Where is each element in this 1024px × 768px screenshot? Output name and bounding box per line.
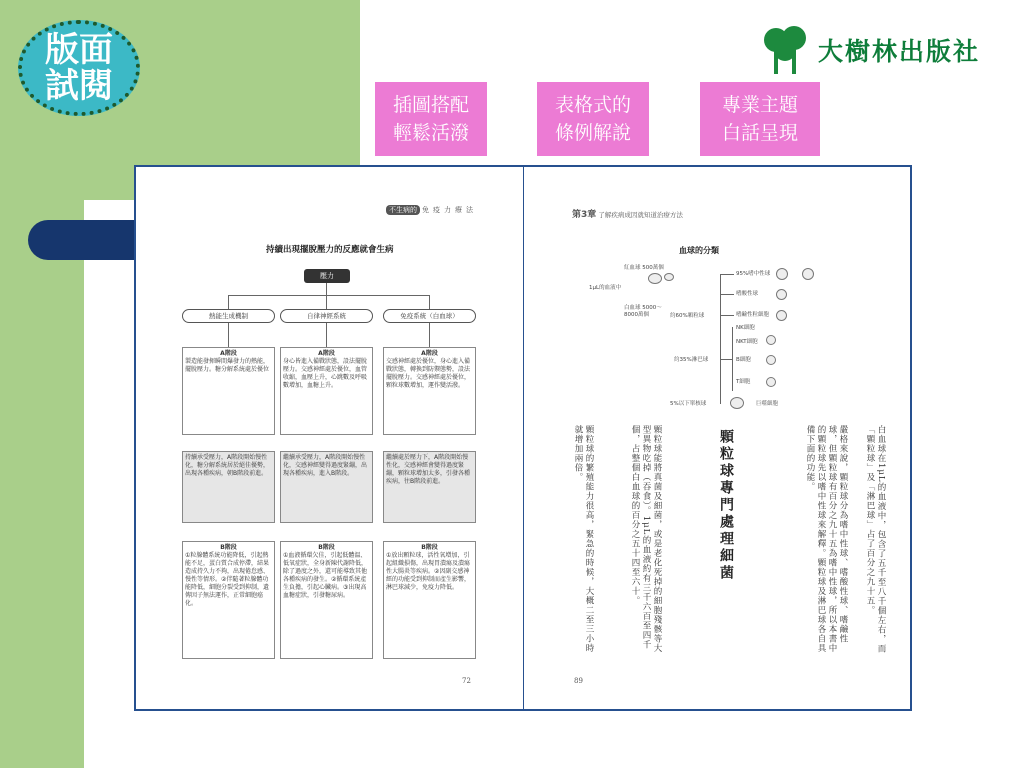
cell-text: ①血液循環欠佳，引起低體溫、低氧症狀，全身新陳代謝降低，除了過度之外，還可能導致其他各種疾病的發生。②循環系統產生負擔，引起心臟病。③出現高血糖症狀，引發糖尿病。 [283,552,368,599]
cell-icon [730,397,744,409]
label-rbc: 紅血球 500萬個 [624,265,664,271]
cell-icon [776,289,787,300]
cell-text: ①粒腺體系統功能降低，引起熱能不足，蛋白質合成停滯，結果造成持久力不夠，出現倦怠感、慢性等情形。②伴隨著粒腺體功能降低，細胞分裂受到抑制，遺傳因子無法運作，正常細胞癌化。 [185,552,270,607]
connector [720,359,732,360]
tag-line: 插圖搭配 [392,94,469,116]
cell-heading: A階段 [318,350,335,357]
connector [326,323,327,347]
label-basophil: 嗜鹼性粒細胞 [736,312,770,318]
cell-heading: B階段 [421,544,438,551]
connector [720,294,734,295]
cell-icon [776,268,788,280]
connector [720,315,734,316]
left-page-title: 持續出現擺脫壓力的反應就會生病 [266,245,394,255]
cell-text: 身心皆進入備戰狀態，設法擺脫壓力。交感神經處於優位，血管收縮，血壓上升，心跳數及呼吸數增加，血糖上升。 [283,358,368,389]
badge-line-1: 版面 [45,30,113,70]
stress-box: 壓力 [304,269,350,283]
cell-heading: A階段 [220,350,237,357]
tag-line: 白話呈現 [721,122,798,144]
header-badge: 不生病的 [386,205,420,215]
connector [228,323,229,347]
tag-tables [537,82,649,156]
cell-heading: A階段 [421,350,438,357]
cell-icon [766,377,776,387]
left-page [136,167,523,709]
label-lymphocyte: 約35%淋巴球 [674,357,709,363]
cell-heading: B階段 [318,544,335,551]
rbc-icon [664,273,674,281]
label-nkt: NKT細胞 [736,339,758,345]
cell-icon [766,355,776,365]
cell-icon [776,310,787,321]
connector [720,274,734,275]
tag-plain-language [700,82,820,156]
book-spread [134,165,912,711]
right-page-number: 89 [574,677,583,685]
system-immune: 免疫系統（白血球） [383,309,476,323]
label-wbc: 白血球 5000～8000萬個 [624,305,662,318]
text-column: 白血球在1μL的血液中，包含了五千至八千個左右，而「顆粒球」及「淋巴球」占了百分之九十五。 [865,425,886,654]
cell-icon [766,335,776,345]
stage-b-cell [383,541,476,659]
connector [429,323,430,347]
left-page-header [386,205,477,215]
tag-line: 條例解說 [554,122,631,144]
label-neutrophil: 95%嗜中性球 [736,271,771,277]
label-t-cell: T細胞 [736,379,751,385]
stage-a-cell [280,347,373,435]
rbc-icon [648,273,662,284]
cell-text: 製造能發揮瞬間爆發力的熱能，擺脫壓力。糖分解系統處於優位 [185,358,270,373]
label-b-cell: B細胞 [736,357,751,363]
connector [429,295,430,309]
system-thermal: 熱能生成機制 [182,309,275,323]
text-column: 顆粒球的繁殖能力很高，緊急的時候，大概二至三小時就增加兩倍。 [573,425,594,653]
label-blood: 1μL的血液中 [589,285,622,291]
text-column: 顆粒球能將真菌及細菌，或是老化死掉的細胞殘骸等大型異物吃掉（吞食）。1μL的血液約有三千六百至四千個，占整個白血球的百分之五十四至六十。 [630,425,662,653]
label-monocyte: 5%以下單核球 [670,401,707,407]
connector [732,327,733,391]
cell-heading: B階段 [220,544,237,551]
label-nk: NK細胞 [736,325,755,331]
stage-b-cell [182,541,275,659]
cell-text: 交感神經處於優位，身心進入備戰狀態，轉換到防禦態勢，設法擺脫壓力。交感神經處於優位，顆粒球數增加，運作變活潑。 [386,358,471,389]
chapter-title: 了解疾病成因就知道治療方法 [598,211,683,219]
publisher-logo [760,22,1010,78]
label-granulocyte: 約60%顆粒球 [670,313,705,319]
right-page [524,167,910,709]
stage-chronic-cell: 持續承受壓力，A階段開始慢性化，糖分解系統居於絕佳優勢，出現各種疾病，朝B階段前進。 [182,451,275,523]
label-eosinophil: 嗜酸性球 [736,291,759,297]
preview-badge [18,20,140,116]
connector [326,283,327,295]
header-text: 免疫力療法 [422,206,477,214]
label-macrophage: 巨噬細胞 [756,401,779,407]
chapter-label: 第3章 [572,210,597,220]
diagram-title: 血球的分類 [679,246,719,255]
tag-line: 專業主題 [721,94,798,116]
system-autonomic: 自律神經系統 [280,309,373,323]
text-column: 嚴格來說，顆粒球分為嗜中性球、嗜酸性球、嗜鹼性球，但顆粒球有百分之九十五為嗜中性球，所以本書中的顆粒球先以嗜中性球來解釋。顆粒球及淋巴球各自具備下面的功能。 [805,425,848,653]
connector [228,295,430,296]
tag-illustrations [375,82,487,156]
stage-b-cell [280,541,373,659]
right-page-header [572,207,683,220]
tag-line: 表格式的 [554,94,631,116]
tag-line: 輕鬆活潑 [392,122,469,144]
decor-tab [28,220,148,260]
stage-a-cell [182,347,275,435]
section-heading: 顆粒球專門處理細菌 [718,429,734,582]
stage-chronic-cell: 繼續處於壓力下，A階段開始慢性化，交感神經會變得過度緊繃，顆粒球增加太多，引發各種疾病，往B階段前進。 [383,451,476,523]
badge-line-2: 試閱 [45,66,113,106]
stage-a-cell [383,347,476,435]
cell-text: ①放出顆粒球，活性氧增加，引起組織損傷，出現胃潰瘍及潰瘍性大腸炎等疾病。②因副交感神經的功能受到抑制而產生影響，淋巴球減少，免疫力降低。 [386,552,471,591]
publisher-name: 大樹林出版社 [818,37,981,66]
tree-icon [760,24,810,76]
left-page-number: 72 [462,677,471,685]
cell-icon [802,268,814,280]
stage-chronic-cell: 繼續承受壓力，A階段開始慢性化，交感神經變得過度緊繃，出現各種疾病，進入B階段。 [280,451,373,523]
connector [228,295,229,309]
connector [326,295,327,309]
